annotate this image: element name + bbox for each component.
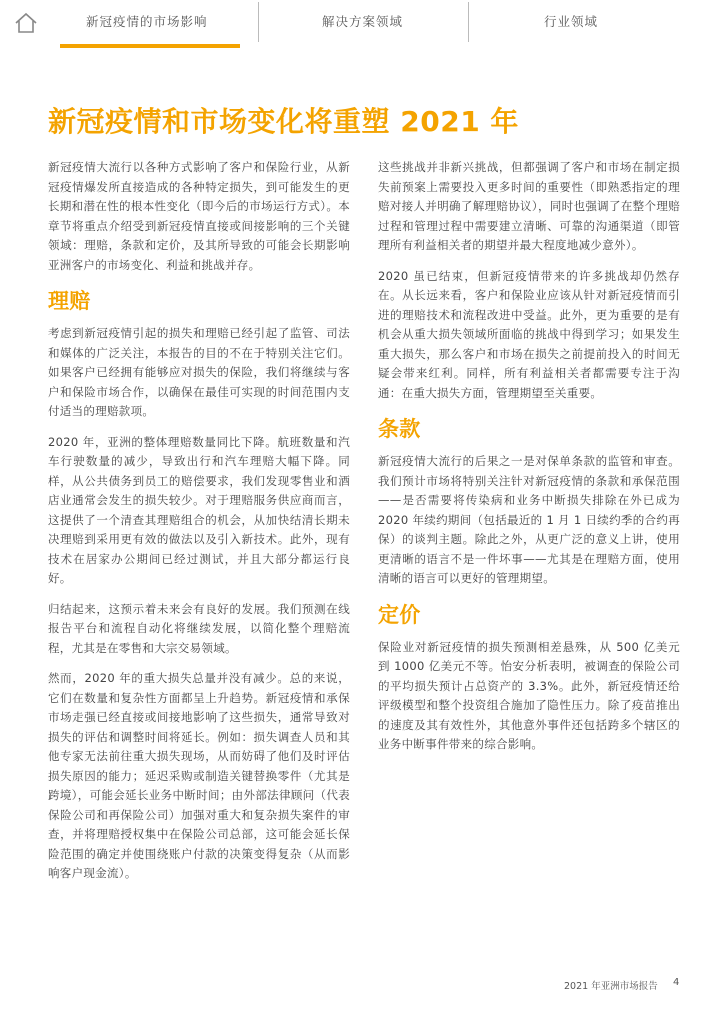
body-paragraph: 然而，2020 年的重大损失总量并没有减少。总的来说，它们在数量和复杂性方面都呈上升趋势。新冠疫情和承保市场走强已经直接或间接地影响了这些损失，通常导致对损失的评估和调整时间将延长。例如：损失调查人员和其他专家无法前往重大损失现场，从而妨碍了他们及时评估损失原因的能力；延迟采购或制造关键替换零件（尤其是跨境），可能会延长业务中断时间；由外部法律顾问（代表保险公司和再保险公司）加强对重大和复杂损失案件的审查，并将理赔授权集中在保险公司总部，这可能会延长保险范围的确定并使围绕账户付款的决策变得复杂（从而影响客户现金流）。 [48, 671, 350, 880]
active-tab-indicator [60, 44, 240, 48]
body-paragraph: 新冠疫情大流行的后果之一是对保单条款的监管和审查。我们预计市场将特别关注针对新冠疫情的条款和承保范围——是否需要将传染病和业务中断损失排除在外已成为 2020 年续约期间（包括最近的 1 月 1 日续约季的合约再保）的谈判主题。除此之外，从更广泛的意义上讲，使用更清晰的语言不是一件坏事——尤其是在理赔方面，使用清晰的语言可以更好的管理期望。 [378, 454, 680, 585]
footer-report-title: 2021 年亚洲市场报告 [564, 981, 658, 992]
tab-industry-areas[interactable]: 行业领域 [544, 14, 599, 29]
body-paragraph: 保险业对新冠疫情的损失预测相差悬殊，从 500 亿美元到 1000 亿美元不等。怡安分析表明，被调查的保险公司的平均损失预计占总资产的 3.3%。此外，新冠疫情还给评级模型和整个投资组合施加了隐性压力。除了疫苗推出的速度及其有效性外，其他意外事件还包括跨多个辖区的业务中断事件带来的综合影响。 [378, 639, 680, 751]
body-paragraph: 这些挑战并非新兴挑战，但都强调了客户和市场在制定损失前预案上需要投入更多时间的重要性（即熟悉指定的理赔对接人并明确了解理赔协议），同时也强调了在整个理赔过程和管理过程中需要建立清晰、可靠的沟通渠道（即管理所有利益相关者的期望并最大程度地减少意外）。 [378, 160, 680, 252]
body-paragraph: 考虑到新冠疫情引起的损失和理赔已经引起了监管、司法和媒体的广泛关注，本报告的目的不在于特别关注它们。如果客户已经拥有能够应对损失的保险，我们将继续与客户和保险市场合作，以确保在最佳可实现的时间范围内支付适当的理赔款项。 [48, 326, 350, 418]
left-column [48, 158, 350, 895]
page-title: 新冠疫情和市场变化将重塑 2021 年 [48, 105, 519, 138]
home-icon[interactable] [14, 12, 38, 34]
body-paragraph: 归结起来，这预示着未来会有良好的发展。我们预测在线报告平台和流程自动化将继续发展，以简化整个理赔流程，尤其是在零售和大宗交易领域。 [48, 601, 350, 655]
nav-divider [258, 2, 259, 42]
section-heading-terms: 条款 [378, 417, 421, 441]
body-paragraph: 2020 虽已结束，但新冠疫情带来的许多挑战却仍然存在。从长远来看，客户和保险业应该从针对新冠疫情而引进的理赔技术和流程改进中受益。此外，更为重要的是有机会从重大损失领域所面临的挑战中得到学习；如果发生重大损失，那么客户和市场在损失之前提前投入的时间无疑会带来红利。同样，所有利益相关者都需要专注于沟通：在重大损失方面，管理期望至关重要。 [378, 268, 680, 400]
top-navigation [0, 0, 724, 46]
tab-market-impact[interactable]: 新冠疫情的市场影响 [86, 14, 208, 29]
page-number: 4 [673, 977, 680, 988]
section-heading-pricing: 定价 [378, 602, 421, 627]
tab-solution-areas[interactable]: 解决方案领域 [322, 14, 404, 29]
nav-divider [468, 2, 469, 42]
right-column [378, 158, 680, 766]
body-paragraph: 2020 年，亚洲的整体理赔数量同比下降。航班数量和汽车行驶数量的减少，导致出行和汽车理赔大幅下降。同样，从公共债务到员工的赔偿要求，我们发现零售业和酒店业通常会发生的损失较少。对于理赔服务供应商而言，这提供了一个清查其理赔组合的机会，从加快结清长期未决理赔到采用更有效的做法以及引入新技术。此外，现有技术在居家办公期间已经过测试，并且大部分都运行良好。 [48, 434, 350, 585]
section-heading-claims: 理赔 [48, 289, 91, 313]
intro-paragraph: 新冠疫情大流行以各种方式影响了客户和保险行业，从新冠疫情爆发所直接造成的各种特定损失，到可能发生的更长期和潜在性的根本性变化（即今后的市场运行方式）。本章节将重点介绍受到新冠疫情直接或间接影响的三个关键领域：理赔，条款和定价，及其所导致的可能会长期影响亚洲客户的市场变化、利益和挑战并存。 [48, 160, 350, 272]
